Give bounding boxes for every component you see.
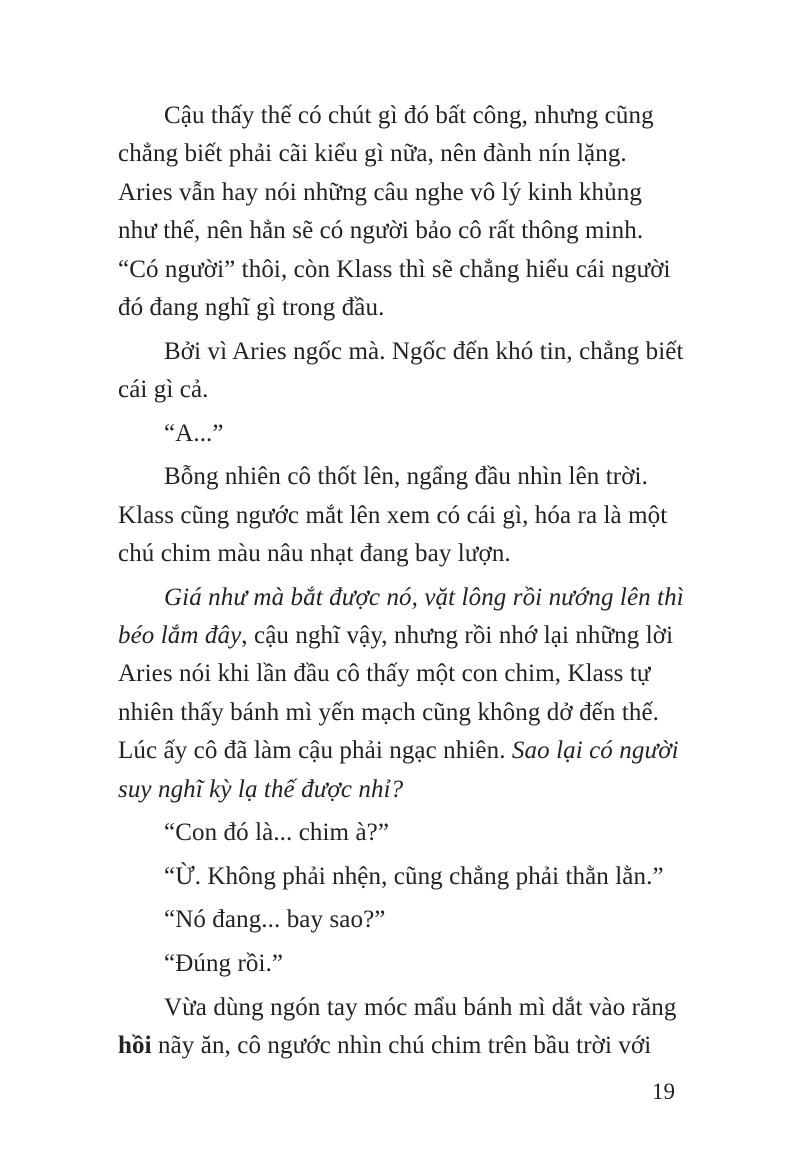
text-line: Bỗng nhiên cô thốt lên, ngẩng đầu nhìn lên trời. bbox=[164, 463, 648, 490]
text-line: Cậu thấy thế có chút gì đó bất công, nhưng cũng bbox=[164, 102, 654, 129]
text-line: “Nó đang... bay sao?” bbox=[164, 906, 386, 933]
text-line: Aries vẫn hay nói những câu nghe vô lý kinh khủng bbox=[118, 179, 642, 206]
text-line: như thế, nên hẳn sẽ có người bảo cô rất thông minh. bbox=[118, 217, 644, 244]
text-line: béo lắm đây, cậu nghĩ vậy, nhưng rồi nhớ lại những lời bbox=[118, 622, 674, 649]
text-line: chẳng biết phải cãi kiểu gì nữa, nên đành nín lặng. bbox=[118, 140, 627, 167]
text-line: đó đang nghĩ gì trong đầu. bbox=[118, 294, 385, 321]
text-line: hồi nãy ăn, cô ngước nhìn chú chim trên bầu trời với bbox=[118, 1032, 652, 1059]
text-line: Aries nói khi lần đầu cô thấy một con chim, Klass tự bbox=[118, 660, 651, 687]
text-line: “Ừ. Không phải nhện, cũng chẳng phải thằn lằn.” bbox=[164, 863, 664, 890]
text-line: nhiên thấy bánh mì yến mạch cũng không dở đến thế. bbox=[118, 699, 660, 726]
text-line: “Đúng rồi.” bbox=[164, 950, 284, 977]
text-line: “Con đó là... chim à?” bbox=[164, 819, 390, 846]
text-line: Vừa dùng ngón tay móc mẩu bánh mì dắt vào răng bbox=[164, 994, 677, 1021]
text-line: Giá như mà bắt được nó, vặt lông rồi nướng lên thì bbox=[164, 584, 684, 611]
text-line: “A...” bbox=[164, 420, 224, 447]
text-line: Bởi vì Aries ngốc mà. Ngốc đến khó tin, chẳng biết bbox=[164, 338, 684, 365]
text-line: suy nghĩ kỳ lạ thế được nhỉ? bbox=[118, 776, 404, 803]
text-line: cái gì cả. bbox=[118, 376, 209, 403]
text-line: chú chim màu nâu nhạt đang bay lượn. bbox=[118, 540, 511, 567]
page-number: 19 bbox=[652, 1079, 675, 1104]
text-line: Lúc ấy cô đã làm cậu phải ngạc nhiên. Sao lại có người bbox=[118, 737, 679, 764]
text-line: “Có người” thôi, còn Klass thì sẽ chẳng hiểu cái người bbox=[118, 256, 671, 283]
text-line: Klass cũng ngước mắt lên xem có cái gì, hóa ra là một bbox=[118, 502, 668, 529]
